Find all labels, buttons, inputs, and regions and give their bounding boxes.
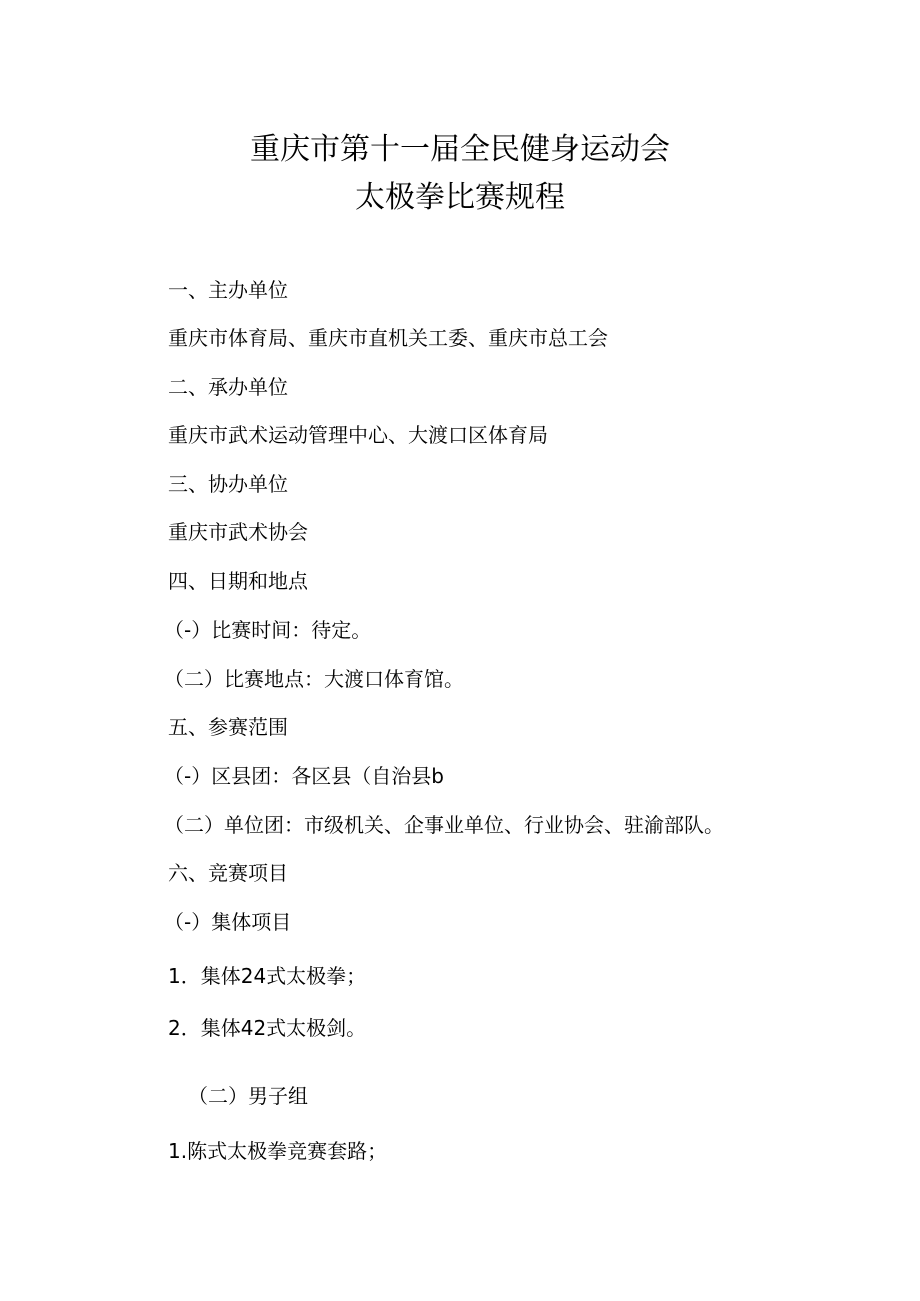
document-title-line-2: 太极拳比赛规程 <box>355 180 565 215</box>
match-time-text: （-）比赛时间：待定。 <box>164 618 372 642</box>
unit-team-text: （二）单位团：市级机关、企事业单位、行业协会、驻渝部队。 <box>164 813 724 837</box>
section-heading-date-location: 四、日期和地点 <box>168 569 308 593</box>
document-title-line-1: 重庆市第十一届全民健身运动会 <box>250 132 670 167</box>
mens-event-item-1: 1.陈式太极拳竞赛套路； <box>168 1139 388 1163</box>
mens-group-heading: （二）男子组 <box>188 1084 308 1108</box>
group-event-item-2: 2．集体42式太极剑。 <box>168 1016 367 1040</box>
group-event-item-1: 1．集体24式太极拳； <box>168 964 367 988</box>
section-heading-co-organizer: 三、协办单位 <box>168 472 288 496</box>
match-venue-text: （二）比赛地点：大渡口体育馆。 <box>164 667 464 691</box>
co-organizer-text: 重庆市武术协会 <box>168 520 308 544</box>
district-team-text: （-）区县团：各区县（自治县b <box>164 764 444 788</box>
section-heading-organizer: 一、主办单位 <box>168 278 288 302</box>
section-heading-undertaker: 二、承办单位 <box>168 375 288 399</box>
group-events-heading: （-）集体项目 <box>164 910 292 934</box>
organizer-text: 重庆市体育局、重庆市直机关工委、重庆市总工会 <box>168 326 608 350</box>
section-heading-events: 六、竞赛项目 <box>168 861 288 885</box>
undertaker-text: 重庆市武术运动管理中心、大渡口区体育局 <box>168 423 548 447</box>
section-heading-participants: 五、参赛范围 <box>168 715 288 739</box>
